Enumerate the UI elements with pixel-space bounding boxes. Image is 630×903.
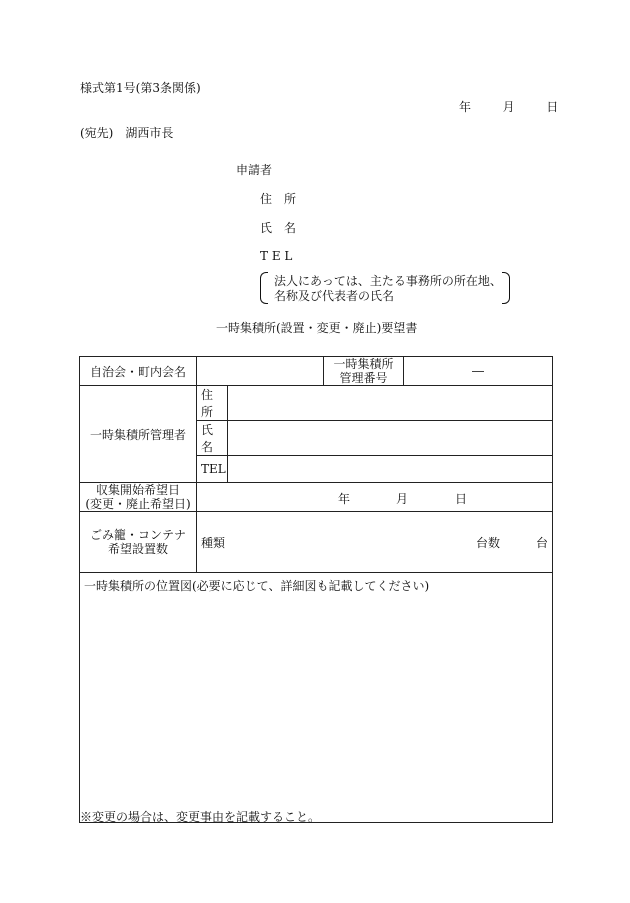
count-unit: 台 [535, 535, 548, 550]
left-bracket [260, 272, 268, 304]
manager-tel-field[interactable] [228, 456, 553, 483]
footer-note: ※変更の場合は、変更事由を記載すること。 [80, 810, 321, 824]
manager-address-label: 住所 [197, 386, 228, 421]
mgmt-number-value: ― [404, 357, 553, 386]
mgmt-number-label: 一時集積所 管理番号 [324, 357, 404, 386]
right-bracket [502, 272, 510, 304]
corporate-note [260, 272, 510, 304]
location-map-label: 一時集積所の位置図(必要に応じて、詳細図も記載してください) [84, 579, 430, 593]
applicant-address-label: 住 所 [260, 192, 297, 206]
corporate-note-line2: 名称及び代表者の氏名 [274, 289, 395, 303]
request-form-table [79, 356, 553, 823]
association-field[interactable] [197, 357, 324, 386]
kind-label: 種類 [201, 535, 226, 550]
location-map-area[interactable] [80, 573, 553, 823]
start-year-label: 年 [338, 492, 351, 506]
container-label: ごみ籠・コンテナ 希望設置数 [80, 512, 197, 573]
date-year: 年 [459, 100, 472, 114]
applicant-tel-label: T E L [260, 249, 293, 263]
manager-address-field[interactable] [228, 386, 553, 421]
container-field[interactable] [197, 512, 553, 573]
document-title: 一時集積所(設置・変更・廃止)要望書 [216, 321, 418, 335]
count-label: 台数 [475, 535, 500, 550]
applicant-name-label: 氏 名 [260, 221, 297, 235]
start-month-label: 月 [396, 492, 409, 506]
association-label: 自治会・町内会名 [80, 357, 197, 386]
date-month: 月 [502, 100, 515, 114]
form-number: 様式第1号(第3条関係) [80, 81, 201, 95]
applicant-title: 申請者 [236, 163, 273, 177]
date-day: 日 [546, 100, 559, 114]
manager-label: 一時集積所管理者 [80, 386, 197, 483]
start-date-field[interactable] [197, 483, 553, 512]
corporate-note-line1: 法人にあっては、主たる事務所の所在地、 [274, 274, 502, 288]
date-line [459, 101, 558, 113]
manager-name-label: 氏名 [197, 421, 228, 456]
manager-tel-label: TEL [197, 456, 228, 483]
addressee: (宛先) 湖西市長 [80, 126, 174, 140]
start-date-label: 収集開始希望日 (変更・廃止希望日) [80, 483, 197, 512]
manager-name-field[interactable] [228, 421, 553, 456]
start-day-label: 日 [455, 492, 468, 506]
